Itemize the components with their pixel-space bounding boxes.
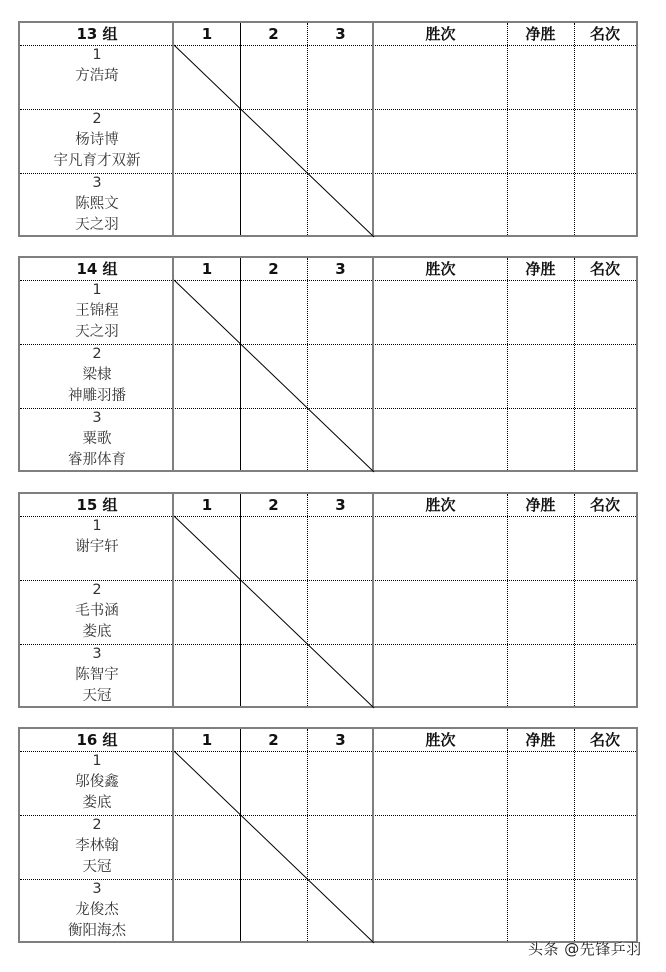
player-name: 李林翰 (75, 838, 119, 854)
group-table-14 (18, 256, 638, 472)
group-title: 15 组 (76, 496, 118, 514)
seed: 2 (92, 346, 102, 362)
player-name: 杨诗博 (75, 132, 119, 148)
seed: 1 (92, 47, 102, 63)
club-name: 天冠 (82, 859, 112, 875)
player-name: 龙俊杰 (75, 902, 119, 918)
club-name: 天之羽 (75, 217, 119, 233)
club-name: 天冠 (82, 688, 112, 704)
col-header-1: 1 (201, 496, 213, 514)
col-header-2: 2 (268, 496, 279, 514)
col-header-1: 1 (201, 260, 213, 278)
col-header-3: 3 (335, 496, 346, 514)
player-name: 邬俊鑫 (75, 774, 119, 790)
seed: 3 (92, 881, 102, 897)
seed: 1 (92, 282, 102, 298)
player-name: 陈熙文 (75, 196, 119, 212)
player-name: 陈智宇 (75, 667, 119, 683)
col-header-1: 1 (201, 731, 213, 749)
col-header-net: 净胜 (525, 260, 556, 278)
group-title: 16 组 (76, 731, 118, 749)
seed: 2 (92, 582, 102, 598)
club-name: 衡阳海杰 (68, 923, 126, 939)
col-header-net: 净胜 (525, 496, 556, 514)
club-name: 宇凡育才双新 (53, 153, 141, 169)
col-header-3: 3 (335, 260, 346, 278)
player-cell (20, 408, 174, 471)
group-table-13 (18, 21, 638, 237)
seed: 2 (92, 111, 102, 127)
club-name: 睿那体育 (68, 452, 126, 468)
watermark: 头条 @先锋乒羽 (528, 940, 642, 958)
club-name: 娄底 (82, 795, 112, 811)
col-header-wins: 胜次 (425, 25, 456, 43)
player-cell (20, 751, 174, 814)
col-header-1: 1 (201, 25, 213, 43)
seed: 3 (92, 646, 102, 662)
club-name: 娄底 (82, 624, 112, 640)
player-name: 谢宇轩 (75, 539, 119, 555)
group-table-15 (18, 492, 638, 708)
col-header-net: 净胜 (525, 731, 556, 749)
seed: 2 (92, 817, 102, 833)
player-name: 王锦程 (75, 303, 119, 319)
col-header-2: 2 (268, 260, 279, 278)
player-cell (20, 580, 174, 643)
player-cell (20, 45, 174, 87)
player-cell (20, 516, 174, 558)
club-name: 天之羽 (75, 324, 119, 340)
col-header-3: 3 (335, 25, 346, 43)
player-cell (20, 109, 174, 172)
club-name: 神雕羽播 (68, 388, 126, 404)
seed: 3 (92, 175, 102, 191)
col-header-rank: 名次 (589, 731, 620, 749)
group-title: 13 组 (76, 25, 118, 43)
col-header-wins: 胜次 (425, 260, 456, 278)
seed: 3 (92, 410, 102, 426)
col-header-wins: 胜次 (425, 731, 456, 749)
col-header-rank: 名次 (589, 25, 620, 43)
group-title: 14 组 (76, 260, 118, 278)
player-name: 粟歌 (82, 431, 112, 447)
player-cell (20, 173, 174, 236)
col-header-rank: 名次 (589, 260, 620, 278)
col-header-wins: 胜次 (425, 496, 456, 514)
player-cell (20, 644, 174, 707)
col-header-net: 净胜 (525, 25, 556, 43)
col-header-2: 2 (268, 731, 279, 749)
group-table-16 (18, 727, 638, 943)
player-cell (20, 344, 174, 407)
player-cell (20, 280, 174, 343)
player-name: 方浩琦 (75, 68, 119, 84)
col-header-2: 2 (268, 25, 279, 43)
player-cell (20, 879, 174, 942)
col-header-rank: 名次 (589, 496, 620, 514)
seed: 1 (92, 753, 102, 769)
player-cell (20, 815, 174, 878)
player-name: 毛书涵 (75, 603, 119, 619)
col-header-3: 3 (335, 731, 346, 749)
seed: 1 (92, 518, 102, 534)
player-name: 梁棣 (82, 367, 112, 383)
